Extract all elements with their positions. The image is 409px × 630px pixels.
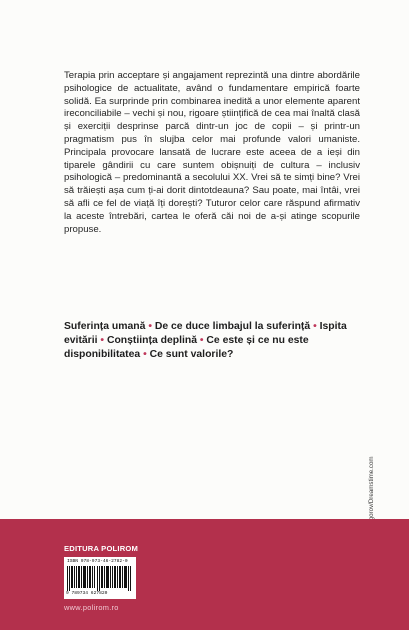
isbn-number: ISBN 978-973-46-2782-0 [67, 559, 128, 564]
barcode-digits: 9 789734 627820 [66, 591, 108, 596]
bullet-separator: • [199, 335, 207, 346]
topic-item: Ispita evitării [64, 321, 347, 346]
publisher-website: www.polirom.ro [64, 603, 119, 612]
topics-list [64, 320, 364, 362]
barcode-icon [67, 566, 133, 591]
blurb-paragraph: Terapia prin acceptare și angajament reprezintă una dintre abordările psihologice de actualitate, având o fundamentare empirică foarte solidă. Ea surprinde prin combinarea inedită a unor elemente aparent ireconciliabile – vechi și nou, rigoare științifică de cea mai înaltă clasă și exerciții desprinse parcă dintr-un joc de copii – și printr-un pragmatism pus în slujba celor mai profunde valori umaniste. Principala provocare lansată de lucrare este aceea de a ieși din tiparele gândirii cu care suntem obișnuiți de cultura – inclusiv psihologică – predominantă a secolului XX. Vrei să te simți bine? Vrei să trăiești așa cum ți-ai dorit dintotdeauna? Sau poate, mai întâi, vrei să afli ce fel de viață îți dorești? Tuturor celor care răspund afirmativ la aceste întrebări, cartea le oferă căi noi de a-și atinge scopurile propuse. [64, 70, 360, 235]
publisher-name: EDITURA POLIROM [64, 544, 139, 553]
bullet-separator: • [148, 321, 155, 332]
topic-item: Ce sunt valorile? [149, 349, 234, 360]
topic-item: Suferința umană [64, 321, 146, 332]
bullet-separator: • [100, 335, 107, 346]
bullet-separator: • [143, 349, 150, 360]
barcode-panel [64, 557, 136, 599]
bullet-separator: • [313, 321, 320, 332]
publisher-band [0, 519, 409, 630]
topic-item: Conștiința deplină [106, 335, 197, 346]
topic-item: De ce duce limbajul la suferință [154, 321, 311, 332]
topic-item: Ce este și ce nu este disponibilitatea [64, 335, 309, 360]
